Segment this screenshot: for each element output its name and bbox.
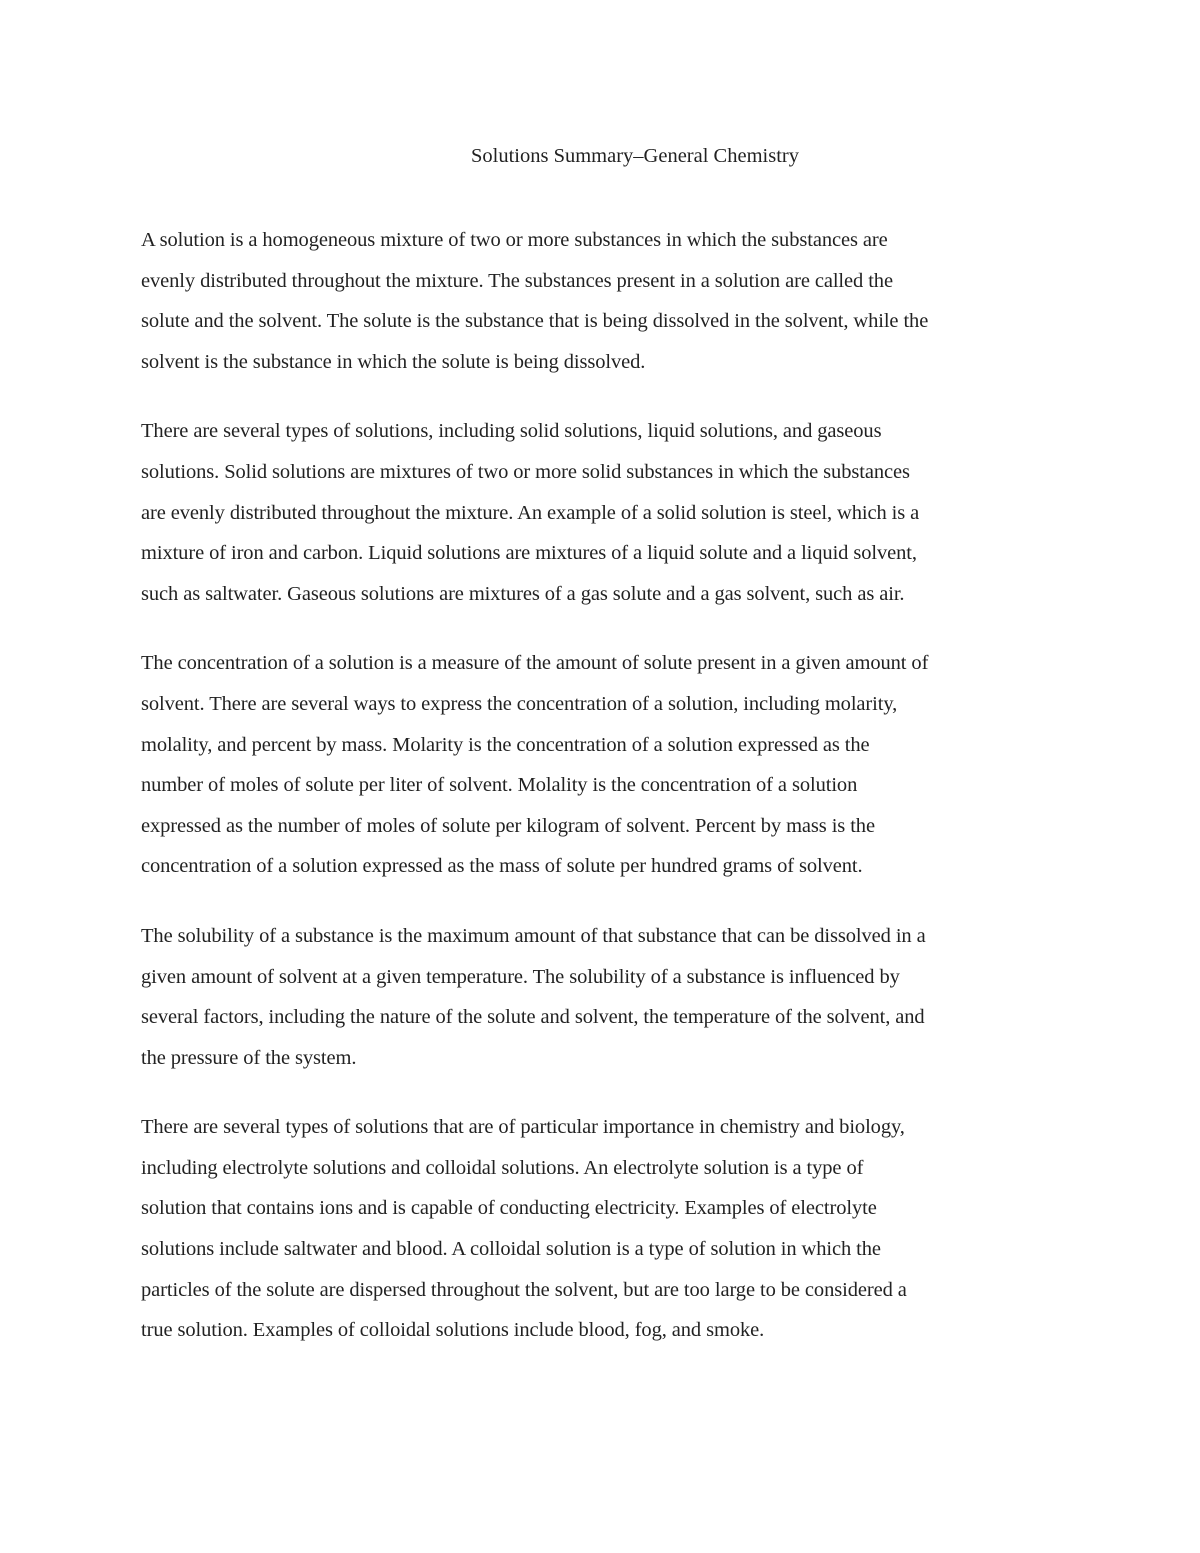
- text-line: solute and the solvent. The solute is the substance that is being dissolved in the solvent, while the: [141, 310, 929, 333]
- text-line: mixture of iron and carbon. Liquid solutions are mixtures of a liquid solute and a liquid solvent,: [141, 542, 917, 565]
- text-line: There are several types of solutions, including solid solutions, liquid solutions, and gaseous: [141, 420, 882, 443]
- paragraph-special-solutions: [141, 1107, 1071, 1351]
- paragraph-solubility: [141, 916, 1071, 1078]
- text-line: solutions. Solid solutions are mixtures of two or more solid substances in which the substances: [141, 460, 910, 483]
- text-line: number of moles of solute per liter of solvent. Molality is the concentration of a solution: [141, 774, 858, 797]
- text-line: true solution. Examples of colloidal solutions include blood, fog, and smoke.: [141, 1319, 765, 1342]
- text-line: concentration of a solution expressed as the mass of solute per hundred grams of solvent.: [141, 855, 863, 878]
- paragraph-concentration: [141, 643, 1071, 887]
- text-line: given amount of solvent at a given temperature. The solubility of a substance is influenced by: [141, 965, 900, 988]
- text-line: evenly distributed throughout the mixture. The substances present in a solution are called the: [141, 269, 893, 292]
- text-line: expressed as the number of moles of solute per kilogram of solvent. Percent by mass is the: [141, 814, 875, 837]
- text-line: solution that contains ions and is capable of conducting electricity. Examples of electrolyte: [141, 1197, 877, 1220]
- text-line: such as saltwater. Gaseous solutions are mixtures of a gas solute and a gas solvent, such as air.: [141, 582, 905, 605]
- text-line: The concentration of a solution is a measure of the amount of solute present in a given amount of: [141, 652, 929, 675]
- text-line: several factors, including the nature of the solute and solvent, the temperature of the solvent, and: [141, 1006, 925, 1029]
- paragraph-types: [141, 411, 1071, 614]
- text-line: including electrolyte solutions and colloidal solutions. An electrolyte solution is a type of: [141, 1156, 864, 1179]
- text-line: solvent. There are several ways to express the concentration of a solution, including molarity,: [141, 692, 898, 715]
- text-line: solvent is the substance in which the solute is being dissolved.: [141, 350, 646, 373]
- paragraph-definition: [141, 220, 1071, 382]
- text-line: particles of the solute are dispersed throughout the solvent, but are too large to be considered a: [141, 1278, 907, 1301]
- document-body: [141, 220, 1071, 1380]
- text-line: There are several types of solutions that are of particular importance in chemistry and biology,: [141, 1116, 905, 1139]
- text-line: solutions include saltwater and blood. A colloidal solution is a type of solution in which the: [141, 1238, 881, 1261]
- text-line: are evenly distributed throughout the mixture. An example of a solid solution is steel, which is a: [141, 501, 920, 524]
- document-title: Solutions Summary–General Chemistry: [471, 145, 799, 167]
- text-line: molality, and percent by mass. Molarity is the concentration of a solution expressed as the: [141, 733, 870, 756]
- text-line: A solution is a homogeneous mixture of two or more substances in which the substances are: [141, 229, 888, 251]
- text-line: The solubility of a substance is the maximum amount of that substance that can be dissolved in a: [141, 924, 926, 947]
- text-line: the pressure of the system.: [141, 1046, 357, 1069]
